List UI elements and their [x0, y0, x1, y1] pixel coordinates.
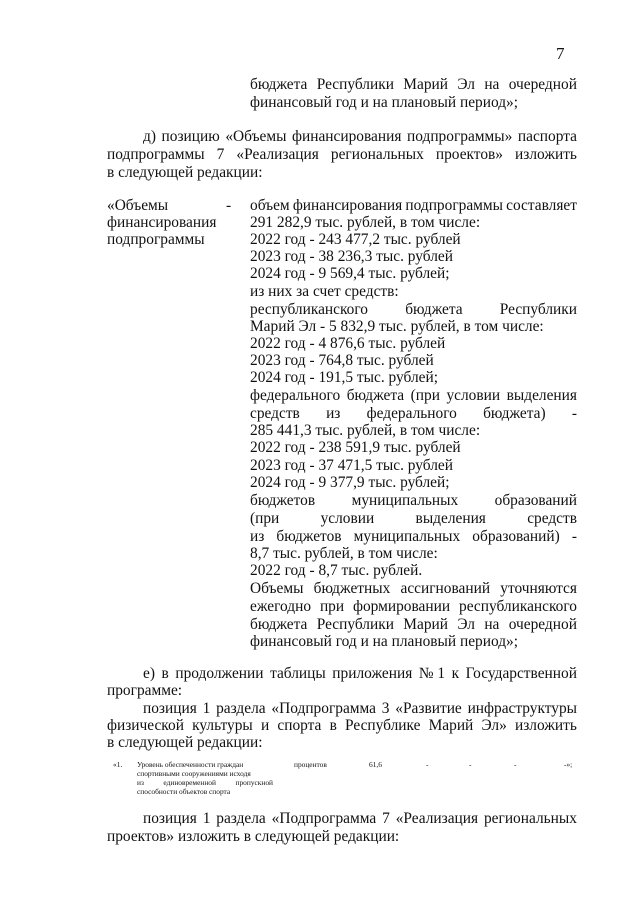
word: региональных — [330, 146, 424, 163]
word: - — [571, 528, 577, 545]
word: единовременной — [163, 778, 216, 787]
indicator-name-line-3 — [137, 778, 273, 787]
word: Республики — [499, 301, 577, 318]
word: при — [319, 598, 345, 615]
word: (при — [250, 510, 280, 527]
word: Республики — [316, 76, 394, 93]
word: на — [484, 616, 500, 633]
word: уточняются — [500, 580, 577, 597]
word: образований) — [472, 528, 560, 545]
word: Эл — [457, 76, 475, 93]
word: из — [250, 528, 265, 545]
indicator-name-line-1: Уровень обеспеченности граждан — [137, 760, 244, 769]
indicator-name-line-2: спортивными сооружениями исходя — [137, 769, 251, 778]
word: очередной — [508, 76, 577, 93]
word: из — [137, 778, 144, 787]
word: Эл» — [481, 717, 507, 734]
word: № 1 — [418, 665, 446, 682]
funding-line-1 — [250, 197, 577, 215]
word: 7 — [216, 146, 225, 163]
word: бюджетов — [250, 492, 316, 509]
funding-line-25 — [250, 616, 577, 634]
word: подпрограммы» — [407, 128, 513, 145]
indicator-name-line-4: способности объектов спорта — [137, 787, 231, 796]
page-number: 7 — [556, 44, 565, 63]
word: 1 — [202, 700, 211, 717]
funding-line-21: 8,7 тыс. рублей, в том числе: — [250, 545, 438, 562]
passport-label-line-1: «Объемы — [107, 197, 169, 214]
word: выделения — [506, 387, 577, 404]
dash-cell-3: - — [514, 760, 517, 769]
funding-line-10: 2023 год - 764,8 тыс. рублей — [250, 352, 434, 369]
word: образований — [494, 492, 577, 509]
word: «Подпрограмма — [271, 810, 377, 827]
funding-line-6: из них за счет средств: — [250, 283, 399, 300]
word: бюджета — [405, 301, 463, 318]
funding-line-11: 2024 год - 191,5 тыс. рублей; — [250, 369, 438, 386]
word: пропускной — [235, 778, 273, 787]
funding-line-12 — [250, 387, 577, 405]
word: изложить — [514, 717, 577, 734]
word: «Реализация — [395, 810, 479, 827]
passport-label-line-2: финансирования — [107, 214, 217, 231]
word: 7 — [382, 810, 390, 827]
para-position-7-line-2: проектов» изложить в следующей редакции: — [107, 828, 400, 845]
word: очередной — [508, 616, 577, 633]
word: позицию — [161, 128, 220, 145]
word: в — [329, 717, 337, 734]
word: Республики — [316, 616, 394, 633]
para-position-3-line-3: в следующей редакции: — [107, 734, 263, 751]
word: 1 — [202, 810, 211, 827]
word: финансирования — [292, 128, 402, 145]
word: паспорта — [517, 128, 577, 145]
dash-cell-1: - — [426, 760, 429, 769]
word: составляет — [506, 197, 577, 214]
word: физической — [107, 717, 184, 734]
word: приложения — [332, 665, 413, 682]
word: таблицы — [270, 665, 326, 682]
word: Объемы — [250, 580, 304, 597]
word: бюджета — [346, 387, 405, 404]
word: ассигнований — [400, 580, 491, 597]
funding-line-3: 2022 год - 243 477,2 тыс. рублей — [250, 231, 461, 248]
para-top-line-2: финансовый год и на плановый период»; — [250, 94, 519, 111]
word: подпрограммы — [405, 197, 503, 214]
para-d-line-3: в следующей редакции: — [107, 164, 263, 181]
word: бюджета — [250, 616, 308, 633]
para-position-3-line-1 — [143, 700, 577, 718]
word: финансирования — [292, 197, 403, 214]
para-top-line-1 — [250, 76, 577, 94]
value-cell: 61,6 — [369, 760, 382, 769]
funding-line-17: 2024 год - 9 377,9 тыс. рублей; — [250, 474, 450, 491]
word: на — [484, 76, 500, 93]
funding-line-2: 291 282,9 тыс. рублей, в том числе: — [250, 214, 481, 231]
para-e-line-2: программе: — [107, 682, 183, 699]
word: бюджетных — [313, 580, 391, 597]
word: республиканского — [250, 301, 368, 318]
word: продолжении — [175, 665, 264, 682]
para-position-7-line-1 — [143, 810, 577, 828]
funding-line-26: финансовый год и на плановый период»; — [250, 633, 519, 650]
word: ежегодно — [250, 598, 312, 615]
word: «Подпрограмма — [271, 700, 376, 717]
funding-line-4: 2023 год - 38 236,3 тыс. рублей — [250, 248, 453, 265]
word: муниципальных — [353, 528, 461, 545]
word: Марий — [403, 616, 448, 633]
funding-line-5: 2024 год - 9 569,4 тыс. рублей; — [250, 265, 450, 282]
word: культуры — [192, 717, 253, 734]
funding-line-8: Марий Эл - 5 832,9 тыс. рублей, в том числе: — [250, 318, 544, 335]
funding-line-15: 2022 год - 238 591,9 тыс. рублей — [250, 439, 461, 456]
para-position-3-line-2 — [107, 717, 577, 735]
unit-cell: процентов — [294, 760, 327, 769]
funding-line-7 — [250, 301, 577, 319]
word: объем — [250, 197, 290, 214]
word: республиканского — [459, 598, 577, 615]
word: д) — [143, 128, 156, 145]
funding-line-16: 2023 год - 37 471,5 тыс. рублей — [250, 457, 453, 474]
dash-cell-2: - — [469, 760, 472, 769]
funding-line-23 — [250, 580, 577, 598]
word: Государственной — [465, 665, 577, 682]
word: формировании — [353, 598, 451, 615]
word: раздела — [216, 700, 266, 717]
para-d-line-2 — [107, 146, 577, 164]
word: бюджета) — [483, 405, 546, 422]
word: Республике — [345, 717, 421, 734]
funding-line-9: 2022 год - 4 876,6 тыс. рублей — [250, 335, 446, 352]
word: 3 — [381, 700, 390, 717]
word: «Реализация — [236, 146, 319, 163]
word: изложить — [515, 146, 577, 163]
word: к — [451, 665, 460, 682]
word: - — [571, 405, 577, 422]
word: бюджетов — [276, 528, 342, 545]
word: средств — [527, 510, 577, 527]
funding-line-13 — [250, 405, 577, 423]
funding-line-18 — [250, 492, 577, 510]
para-e-line-1 — [143, 665, 577, 683]
word: выделения — [415, 510, 486, 527]
word: условии — [320, 510, 375, 527]
para-d-line-1 — [143, 128, 577, 146]
word: в — [161, 665, 169, 682]
word: федерального — [366, 405, 457, 422]
word: раздела — [216, 810, 266, 827]
word: «Объемы — [225, 128, 287, 145]
funding-line-14: 285 441,3 тыс. рублей, в том числе: — [250, 422, 481, 439]
word: е) — [143, 665, 155, 682]
word: и — [260, 717, 270, 734]
word: условии — [446, 387, 501, 404]
funding-line-20 — [250, 528, 577, 546]
word: спорта — [277, 717, 322, 734]
word: средств — [250, 405, 300, 422]
word: федерального — [250, 387, 341, 404]
passport-label-line-3: подпрограммы — [107, 231, 205, 248]
word: из — [326, 405, 341, 422]
word: позиция — [143, 700, 197, 717]
word: подпрограммы — [107, 146, 205, 163]
word: Эл — [457, 616, 475, 633]
dash-cell-4: -»; — [564, 760, 573, 769]
word: региональных — [483, 810, 577, 827]
word: муниципальных — [351, 492, 459, 509]
funding-line-22: 2022 год - 8,7 тыс. рублей. — [250, 562, 423, 579]
word: «Развитие — [395, 700, 462, 717]
word: бюджета — [250, 76, 308, 93]
funding-line-24 — [250, 598, 577, 616]
word: Марий — [403, 76, 448, 93]
word: позиция — [143, 810, 197, 827]
word: инфраструктуры — [467, 700, 577, 717]
word: (при — [410, 387, 440, 404]
word: проектов» — [435, 146, 503, 163]
row-number: «1. — [113, 760, 123, 769]
funding-line-19 — [250, 510, 577, 528]
passport-label-dash: - — [226, 197, 232, 214]
word: Марий — [428, 717, 474, 734]
